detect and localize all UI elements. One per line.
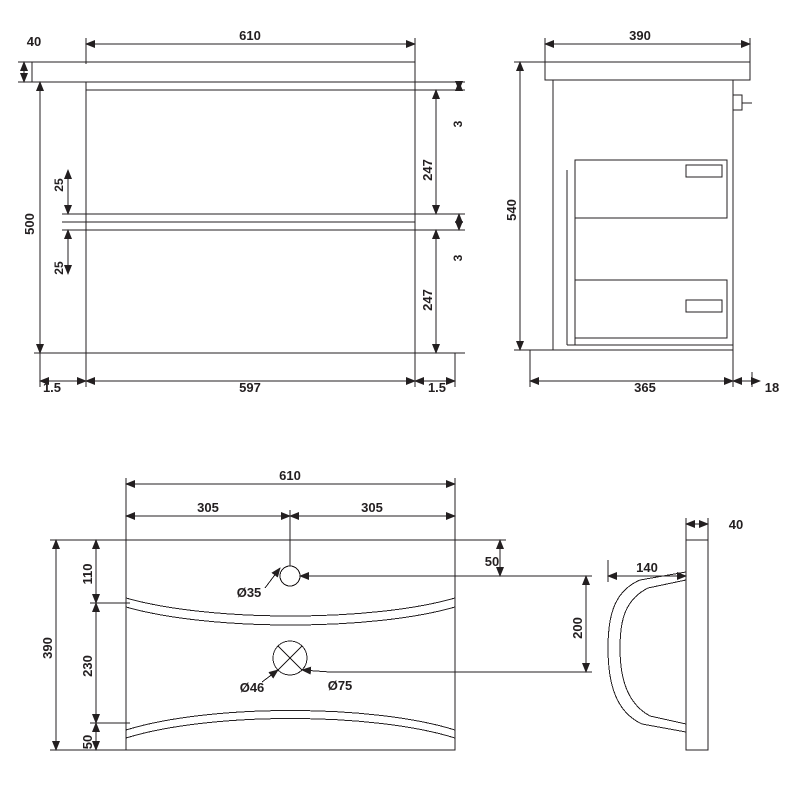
dim-rear-to-tap: 50 [484, 554, 500, 569]
front-elevation-view [32, 62, 415, 353]
dim-basin-depth: 390 [40, 637, 55, 659]
dim-side-gap-left: 1.5 [42, 380, 62, 395]
dim-drawer-height-lower: 247 [420, 289, 435, 311]
dim-rim-thickness: 40 [728, 517, 744, 532]
dim-handle-gap-upper: 25 [52, 178, 66, 192]
side-elevation-view [545, 62, 752, 350]
dim-front-top-width: 610 [239, 28, 261, 43]
dim-front-band: 50 [80, 734, 95, 750]
dim-front-overall-height: 500 [22, 213, 37, 235]
dim-counter-thickness: 40 [26, 34, 42, 49]
dim-drawer-gap-mid: 3 [451, 254, 465, 262]
dim-carcass-width: 597 [239, 380, 261, 395]
dim-rear-to-waste: 200 [570, 617, 585, 639]
dim-basin-width: 610 [279, 468, 301, 483]
dim-carcass-depth: 365 [634, 380, 656, 395]
dim-tap-hole-diameter: Ø35 [236, 585, 262, 600]
dim-waste-outer-diameter: Ø75 [327, 678, 353, 693]
basin-section-view [608, 518, 708, 750]
dim-side-gap-right: 1.5 [427, 380, 447, 395]
dim-handle-gap-lower: 25 [52, 261, 66, 275]
dim-waste-from-front-band: 230 [80, 655, 95, 677]
dim-waste-inner-diameter: Ø46 [239, 680, 265, 695]
dim-tap-from-rear: 110 [80, 563, 95, 585]
dim-side-top-depth: 390 [629, 28, 651, 43]
dim-drawer-height-upper: 247 [420, 159, 435, 181]
dim-drawer-gap-top: 3 [451, 120, 465, 128]
dim-basin-section-depth: 140 [636, 560, 658, 575]
dim-basin-half-left: 305 [197, 500, 219, 515]
dim-rear-offset: 18 [764, 380, 780, 395]
dim-basin-half-right: 305 [361, 500, 383, 515]
basin-plan-view [126, 540, 500, 750]
dim-side-overall-height: 540 [504, 199, 519, 221]
